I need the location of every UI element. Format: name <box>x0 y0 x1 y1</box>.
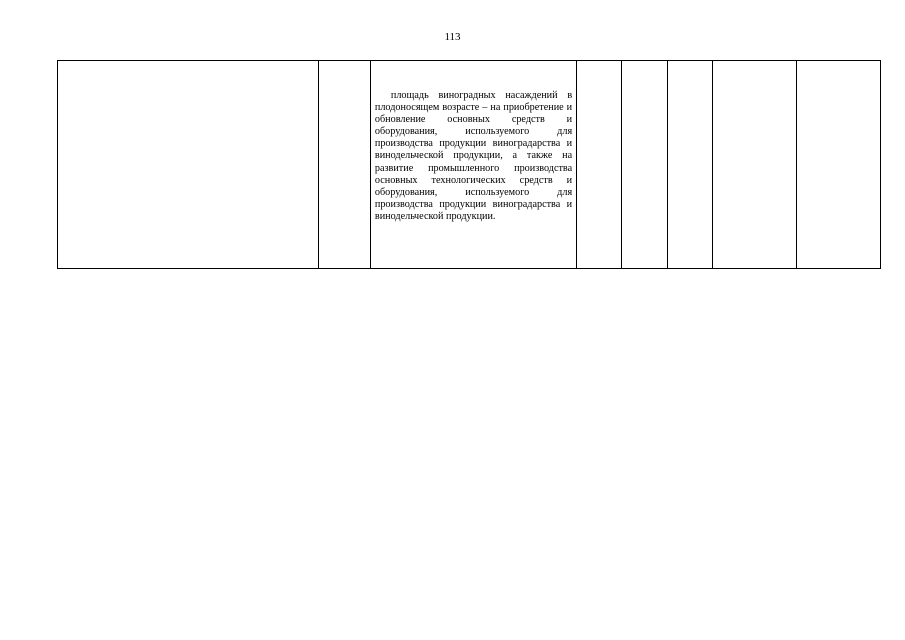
table-cell-2 <box>318 61 370 269</box>
cell-description-text: площадь виноградных насаждений в плодоносящем возрасте – на приобретение и обновление основных средств и оборудования, используемого для производства продукции виноградарства и винодельческой продукции, а также на развитие промышленного производства основных технологических средств и оборудования, используемого для производства продукции виноградарства и винодельческой продукции. <box>374 90 573 222</box>
table-cell-7 <box>712 61 797 269</box>
table-cell-1 <box>58 61 319 269</box>
document-table <box>57 60 881 269</box>
table-cell-8 <box>797 61 881 269</box>
table-cell-6 <box>667 61 712 269</box>
table-row <box>58 61 881 269</box>
table-cell-3 <box>370 61 576 269</box>
table-cell-5 <box>622 61 667 269</box>
page-number: 113 <box>444 31 461 43</box>
table-cell-4 <box>577 61 622 269</box>
